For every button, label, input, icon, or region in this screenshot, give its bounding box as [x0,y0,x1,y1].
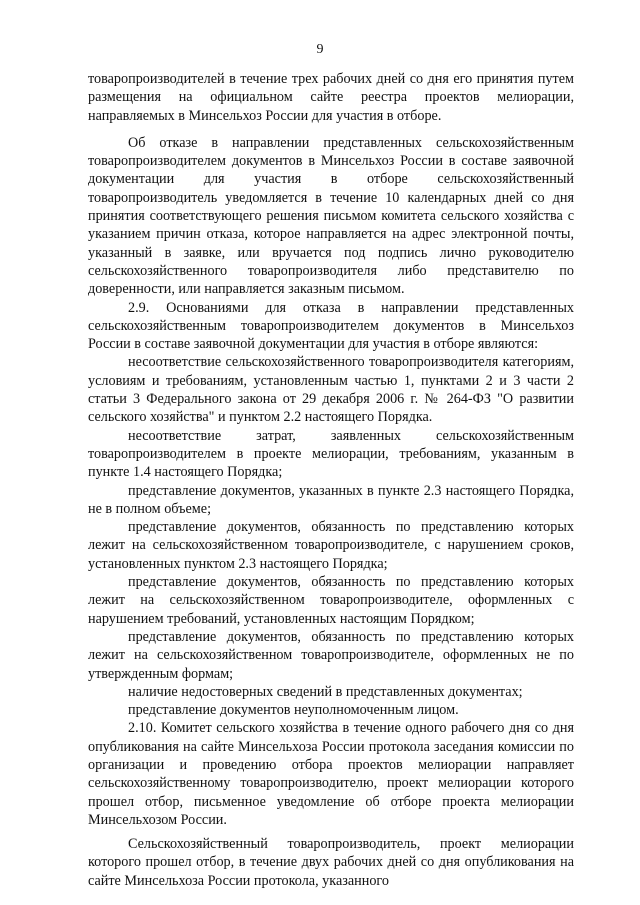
list-item-improper-documents: представление документов, обязанность по представлению которых лежит на сельскохозяйственном товаропроизводителе, оформленных с нарушением требований, установленных настоящим Порядком; [88,574,574,627]
list-item-category-mismatch: несоответствие сельскохозяйственного товаропроизводителя категориям, условиям и требованиям, установленным частью 1, пунктами 2 и 3 части 2 статьи 3 Федерального закона от 29 декабря 2006 г. № 264-ФЗ "О развитии сельского хозяйства" и пунктом 2.2 настоящего Порядка. [88,354,574,426]
paragraph-clause-2-9: 2.9. Основаниями для отказа в направлении представленных сельскохозяйственным товаропроизводителем документов в Минсельхоз России в составе заявочной документации для участия в отборе являются: [88,299,574,353]
list-item-unauthorized-person: представление документов неуполномоченным лицом. [128,702,459,719]
paragraph-producer-obligation: Сельскохозяйственный товаропроизводитель, проект мелиорации которого прошел отбор, в течение двух рабочих дней со дня опубликования на сайте Минсельхоза России протокола, указанного [88,836,574,889]
paragraph-refusal-notice: Об отказе в направлении представленных сельскохозяйственным товаропроизводителем документов в Минсельхоз России в составе заявочной документации для участия в отборе сельскохозяйственный товаропроизводитель уведомляется в течение 10 календарных дней со дня принятия соответствующего решения письмом комитета сельского хозяйства с указанием причин отказа, которое направляется на адрес электронной почты, указанный в заявке, или вручается под подпись лично руководителю сельскохозяйственного товаропроизводителя либо представителю по доверенности, или направляется заказным письмом. [88,134,574,298]
list-item-false-information: наличие недостоверных сведений в представленных документах; [128,683,523,700]
list-item-late-documents: представление документов, обязанность по представлению которых лежит на сельскохозяйственном товаропроизводителе, с нарушением сроков, установленных пунктом 2.3 настоящего Порядка; [88,519,574,572]
paragraph-clause-2-10: 2.10. Комитет сельского хозяйства в течение одного рабочего дня со дня опубликования на сайте Минсельхоза России протокола заседания комиссии по организации и проведению отбора проектов мелиорации направляет сельскохозяйственному товаропроизводителю, проект мелиорации которого прошел отбор, письменное уведомление об отборе проекта мелиорации Минсельхозом России. [88,720,574,828]
paragraph-continuation: товаропроизводителей в течение трех рабочих дней со дня его принятия путем размещения на официальном сайте реестра проектов мелиорации, направляемых в Минсельхоз России для участия в отборе. [88,71,574,124]
list-item-wrong-forms: представление документов, обязанность по представлению которых лежит на сельскохозяйственном товаропроизводителе, оформленных не по утвержденным формам; [88,628,574,682]
list-item-incomplete-documents: представление документов, указанных в пункте 2.3 настоящего Порядка, не в полном объеме; [88,482,574,517]
document-body [88,70,574,890]
list-item-cost-mismatch: несоответствие затрат, заявленных сельскохозяйственным товаропроизводителем в проекте мелиорации, требованиям, указанным в пункте 1.4 настоящего Порядка; [88,427,574,481]
page-number: 9 [316,42,324,57]
